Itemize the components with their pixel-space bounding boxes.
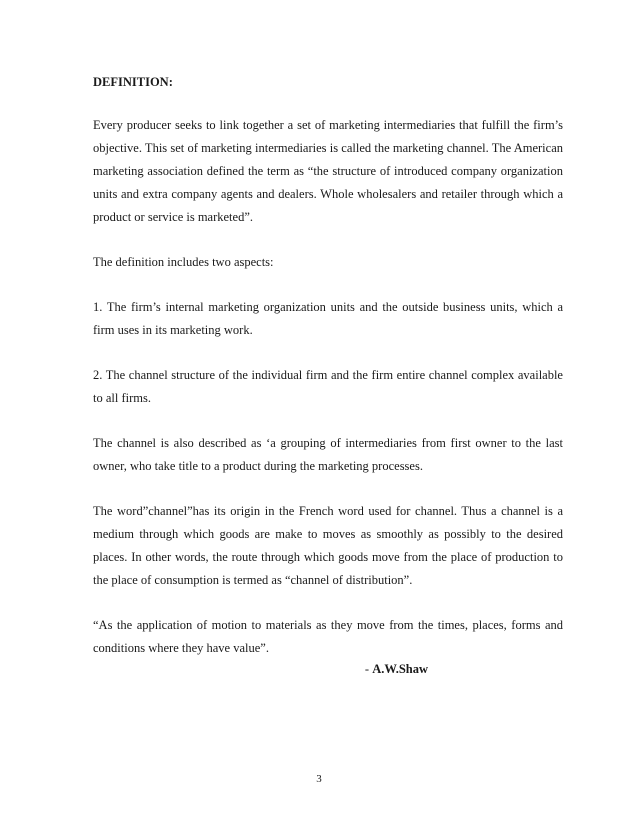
paragraph-aspect-2: 2. The channel structure of the individual firm and the firm entire channel complex available to all firms. <box>93 368 563 405</box>
paragraph-aspect-1: 1. The firm’s internal marketing organization units and the outside business units, which a firm uses in its marketing work. <box>93 300 563 337</box>
paragraph-aspects-intro: The definition includes two aspects: <box>93 255 274 269</box>
paragraph-word-origin: The word”channel”has its origin in the French word used for channel. Thus a channel is a medium through which goods are make to moves as smoothly as possibly to the desired places. In other words, the route through which goods move from the place of production to the place of consumption is termed as “channel of distribution”. <box>93 504 563 587</box>
paragraph-quote: “As the application of motion to materials as they move from the times, places, forms and conditions where they have value”. <box>93 618 563 655</box>
document-page <box>93 72 563 677</box>
quote-attribution <box>93 662 563 677</box>
paragraph-channel-description: The channel is also described as ‘a grouping of intermediaries from first owner to the last owner, who take title to a product during the marketing processes. <box>93 436 563 473</box>
page-number: 3 <box>316 773 322 785</box>
section-heading: DEFINITION: <box>93 75 173 89</box>
attribution-name: A.W.Shaw <box>372 662 428 676</box>
paragraph-intro: Every producer seeks to link together a set of marketing intermediaries that fulfill the firm’s objective. This set of marketing intermediaries is called the marketing channel. The American marketing association defined the term as “the structure of introduced company organization units and extra company agents and dealers. Whole wholesalers and retailer through which a product or service is marketed”. <box>93 118 563 224</box>
attribution-prefix: - <box>364 662 373 676</box>
